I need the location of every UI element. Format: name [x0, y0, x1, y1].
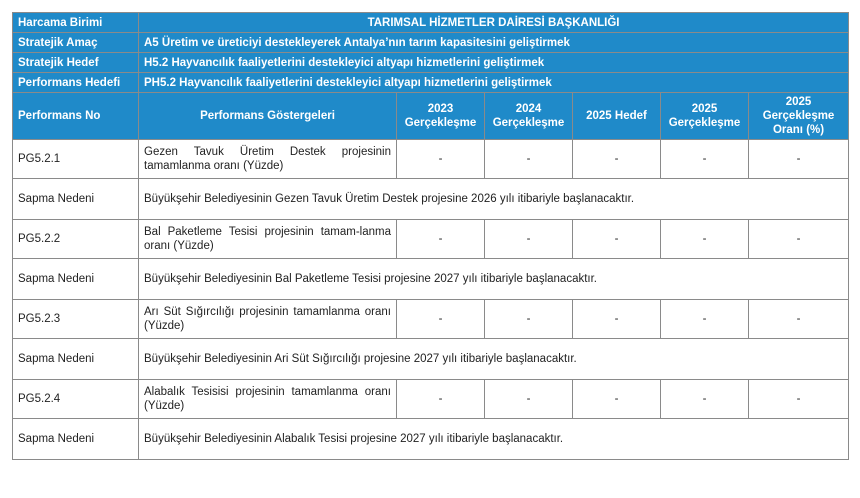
- value-2024: -: [485, 140, 573, 179]
- value-2025-oran: -: [749, 300, 849, 339]
- value-2025-gerceklesme: -: [661, 300, 749, 339]
- col-header-2024: 2024 Gerçekleşme: [485, 93, 573, 140]
- header-value: TARIMSAL HİZMETLER DAİRESİ BAŞKANLIĞI: [139, 13, 849, 33]
- sapma-row: [13, 179, 849, 220]
- value-2024: -: [485, 220, 573, 259]
- sapma-text: Büyükşehir Belediyesinin Bal Paketleme Tesisi projesine 2027 yılı itibariyle başlanacaktır.: [139, 259, 849, 300]
- header-value: A5 Üretim ve üreticiyi destekleyerek Antalya’nın tarım kapasitesini geliştirmek: [139, 33, 849, 53]
- column-header-row: [13, 93, 849, 140]
- sapma-label: Sapma Nedeni: [13, 179, 139, 220]
- col-header-indicator: Performans Göstergeleri: [139, 93, 397, 140]
- sapma-label: Sapma Nedeni: [13, 259, 139, 300]
- performance-no: PG5.2.4: [13, 380, 139, 419]
- table-row: [13, 300, 849, 339]
- col-header-2025-hedef: 2025 Hedef: [573, 93, 661, 140]
- value-2025-oran: -: [749, 140, 849, 179]
- value-2025-gerceklesme: -: [661, 380, 749, 419]
- header-value: H5.2 Hayvancılık faaliyetlerini destekleyici altyapı hizmetlerini geliştirmek: [139, 53, 849, 73]
- value-2023: -: [397, 380, 485, 419]
- value-2023: -: [397, 300, 485, 339]
- value-2024: -: [485, 380, 573, 419]
- performance-table-wrapper: [12, 12, 848, 460]
- header-row-stratejik-amac: [13, 33, 849, 53]
- header-label: Harcama Birimi: [13, 13, 139, 33]
- value-2023: -: [397, 140, 485, 179]
- col-header-no: Performans No: [13, 93, 139, 140]
- table-row: [13, 380, 849, 419]
- header-label: Performans Hedefi: [13, 73, 139, 93]
- header-label: Stratejik Hedef: [13, 53, 139, 73]
- header-row-stratejik-hedef: [13, 53, 849, 73]
- sapma-row: [13, 339, 849, 380]
- sapma-text: Büyükşehir Belediyesinin Ari Süt Sığırcılığı projesine 2027 yılı itibariyle başlanacaktır.: [139, 339, 849, 380]
- col-header-2025-oran: 2025 Gerçekleşme Oranı (%): [749, 93, 849, 140]
- value-2025-hedef: -: [573, 380, 661, 419]
- col-header-2023: 2023 Gerçekleşme: [397, 93, 485, 140]
- value-2023: -: [397, 220, 485, 259]
- indicator-text: Arı Süt Sığırcılığı projesinin tamamlanma oranı (Yüzde): [139, 300, 397, 339]
- value-2025-hedef: -: [573, 220, 661, 259]
- sapma-row: [13, 419, 849, 460]
- sapma-text: Büyükşehir Belediyesinin Gezen Tavuk Üretim Destek projesine 2026 yılı itibariyle başlanacaktır.: [139, 179, 849, 220]
- performance-no: PG5.2.1: [13, 140, 139, 179]
- performance-no: PG5.2.2: [13, 220, 139, 259]
- value-2025-gerceklesme: -: [661, 140, 749, 179]
- table-row: [13, 220, 849, 259]
- header-row-performans-hedefi: [13, 73, 849, 93]
- performance-table: [12, 12, 849, 460]
- indicator-text: Alabalık Tesisisi projesinin tamamlanma oranı (Yüzde): [139, 380, 397, 419]
- value-2025-gerceklesme: -: [661, 220, 749, 259]
- sapma-label: Sapma Nedeni: [13, 419, 139, 460]
- performance-no: PG5.2.3: [13, 300, 139, 339]
- table-row: [13, 140, 849, 179]
- value-2025-hedef: -: [573, 300, 661, 339]
- header-label: Stratejik Amaç: [13, 33, 139, 53]
- col-header-2025-gerceklesme: 2025 Gerçekleşme: [661, 93, 749, 140]
- value-2025-oran: -: [749, 380, 849, 419]
- indicator-text: Bal Paketleme Tesisi projesinin tamam-lanma oranı (Yüzde): [139, 220, 397, 259]
- value-2025-oran: -: [749, 220, 849, 259]
- value-2024: -: [485, 300, 573, 339]
- sapma-row: [13, 259, 849, 300]
- indicator-text: Gezen Tavuk Üretim Destek projesinin tamamlanma oranı (Yüzde): [139, 140, 397, 179]
- sapma-text: Büyükşehir Belediyesinin Alabalık Tesisi projesine 2027 yılı itibariyle başlanacaktır.: [139, 419, 849, 460]
- header-row-harcama-birimi: [13, 13, 849, 33]
- value-2025-hedef: -: [573, 140, 661, 179]
- header-value: PH5.2 Hayvancılık faaliyetlerini destekleyici altyapı hizmetlerini geliştirmek: [139, 73, 849, 93]
- sapma-label: Sapma Nedeni: [13, 339, 139, 380]
